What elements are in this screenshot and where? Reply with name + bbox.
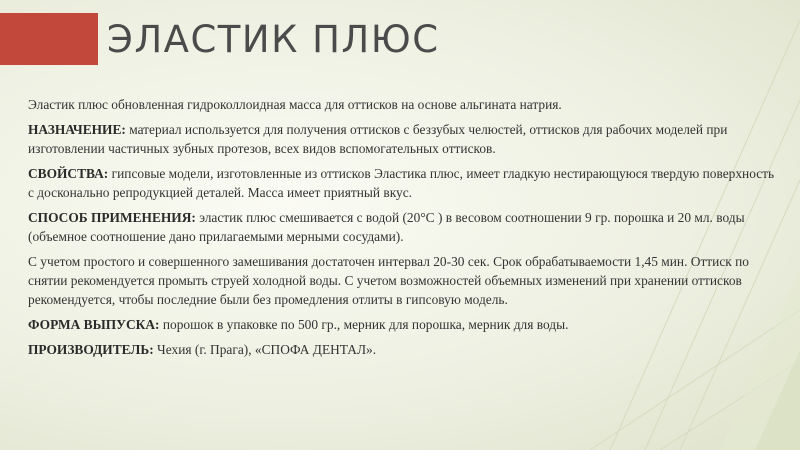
paragraph-mixing — [28, 252, 783, 309]
paragraph-text: порошок в упаковке по 500 гр., мерник для порошка, мерник для воды. — [159, 317, 569, 332]
paragraph-text: материал используется для получения оттисков с беззубых челюстей, оттисков для рабочих моделей при изготовлении частичных зубных протезов, всех видов вспомогательных оттисков. — [28, 122, 728, 156]
paragraph-packaging — [28, 315, 783, 334]
paragraph-text: С учетом простого и совершенного замешивания достаточен интервал 20-30 сек. Срок обрабатываемости 1,45 мин. Оттиск по снятии рекомендуется промыть струей холодной воды. С учетом возможностей объемных изменений при хранении оттисков рекомендуется, чтобы последние были без промедления отлиты в гипсовую модель. — [28, 254, 749, 307]
slide-body — [28, 95, 783, 365]
paragraph-usage — [28, 208, 783, 246]
paragraph-heading: ПРОИЗВОДИТЕЛЬ: — [28, 342, 154, 357]
paragraph-manufacturer — [28, 340, 783, 359]
paragraph-purpose — [28, 120, 783, 158]
paragraph-text: гипсовые модели, изготовленные из оттисков Эластика плюс, имеет гладкую нестирающуюся твердую поверхность с досконально репродукцией деталей. Масса имеет приятный вкус. — [28, 166, 775, 200]
paragraph-heading: СВОЙСТВА: — [28, 166, 109, 181]
paragraph-text: Чехия (г. Прага), «СПОФА ДЕНТАЛ». — [153, 342, 377, 357]
paragraph-text: Эластик плюс обновленная гидроколлоидная масса для оттисков на основе альгината натрия. — [28, 97, 562, 112]
paragraph-heading: ФОРМА ВЫПУСКА: — [28, 317, 160, 332]
paragraph-properties — [28, 164, 783, 202]
paragraph-heading: СПОСОБ ПРИМЕНЕНИЯ: — [28, 210, 196, 225]
paragraph-text: эластик плюс смешивается с водой (20°C ) в весовом соотношении 9 гр. порошка и 20 мл. воды (объемное соотношение дано прилагаемыми мерными сосудами). — [28, 210, 745, 244]
paragraph-intro — [28, 95, 783, 114]
title-accent-bar — [0, 13, 98, 65]
paragraph-heading: НАЗНАЧЕНИЕ: — [28, 122, 126, 137]
slide-title: ЭЛАСТИК ПЛЮС — [107, 18, 440, 61]
